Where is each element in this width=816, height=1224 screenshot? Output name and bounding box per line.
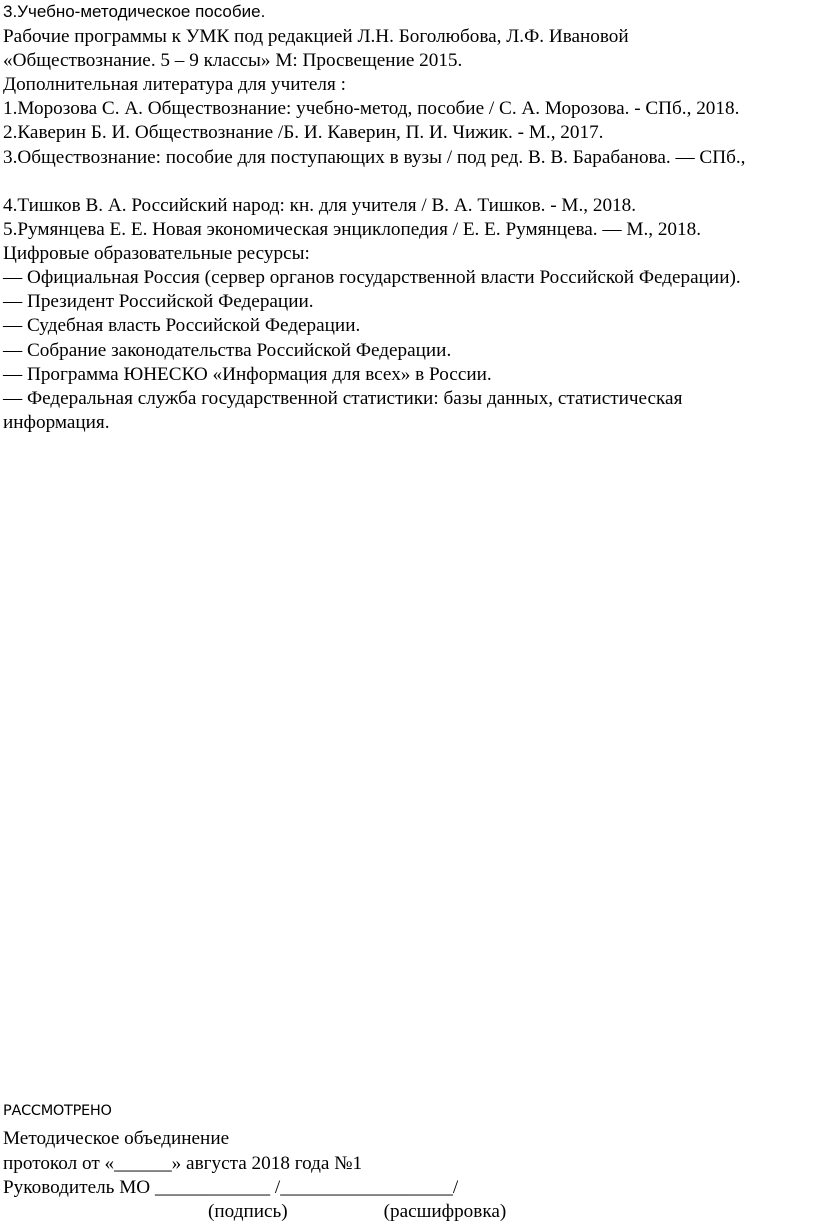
digital-resource-item-2: — Президент Российской Федерации.	[3, 291, 314, 312]
digital-resource-item-6: — Федеральная служба государственной статистики: базы данных, статистическая	[3, 388, 683, 409]
programs-line-1: Рабочие программы к УМК под редакцией Л.Н. Боголюбова, Л.Ф. Ивановой	[3, 26, 629, 47]
methodical-association: Методическое объединение	[3, 1128, 230, 1149]
programs-line-2: «Обществознание. 5 – 9 классы» М: Просвещение 2015.	[3, 50, 463, 71]
literature-item-4: 4.Тишков В. А. Российский народ: кн. для учителя / В. А. Тишков. - М., 2018.	[3, 195, 637, 216]
digital-resource-item-6-continued: информация.	[3, 412, 110, 433]
protocol-line: протокол от «______» августа 2018 года №1	[3, 1153, 363, 1174]
digital-resource-item-5: — Программа ЮНЕСКО «Информация для всех» в России.	[3, 364, 492, 385]
digital-resource-item-4: — Собрание законодательства Российской Федерации.	[3, 340, 452, 361]
section-heading: 3.Учебно-методическое пособие.	[3, 2, 266, 21]
reviewed-label: РАССМОТРЕНО	[3, 1103, 112, 1119]
digital-resource-item-1: — Официальная Россия (сервер органов государственной власти Российской Федерации).	[3, 267, 741, 288]
literature-item-3: 3.Обществознание: пособие для поступающих в вузы / под ред. В. В. Барабанова. — СПб.,	[3, 147, 746, 168]
literature-item-1: 1.Морозова С. А. Обществознание: учебно-метод, пособие / С. А. Морозова. - СПб., 2018.	[3, 98, 740, 119]
signature-labels: (подпись) (расшифровка)	[208, 1201, 507, 1222]
head-signature-line: Руководитель МО ____________ /__________________/	[3, 1177, 459, 1198]
digital-resources-heading: Цифровые образовательные ресурсы:	[3, 243, 310, 264]
literature-item-5: 5.Румянцева Е. Е. Новая экономическая энциклопедия / Е. Е. Румянцева. — М., 2018.	[3, 219, 702, 240]
digital-resource-item-3: — Судебная власть Российской Федерации.	[3, 315, 361, 336]
literature-item-2: 2.Каверин Б. И. Обществознание /Б. И. Каверин, П. И. Чижик. - М., 2017.	[3, 122, 604, 143]
additional-literature-heading: Дополнительная литература для учителя :	[3, 74, 346, 95]
